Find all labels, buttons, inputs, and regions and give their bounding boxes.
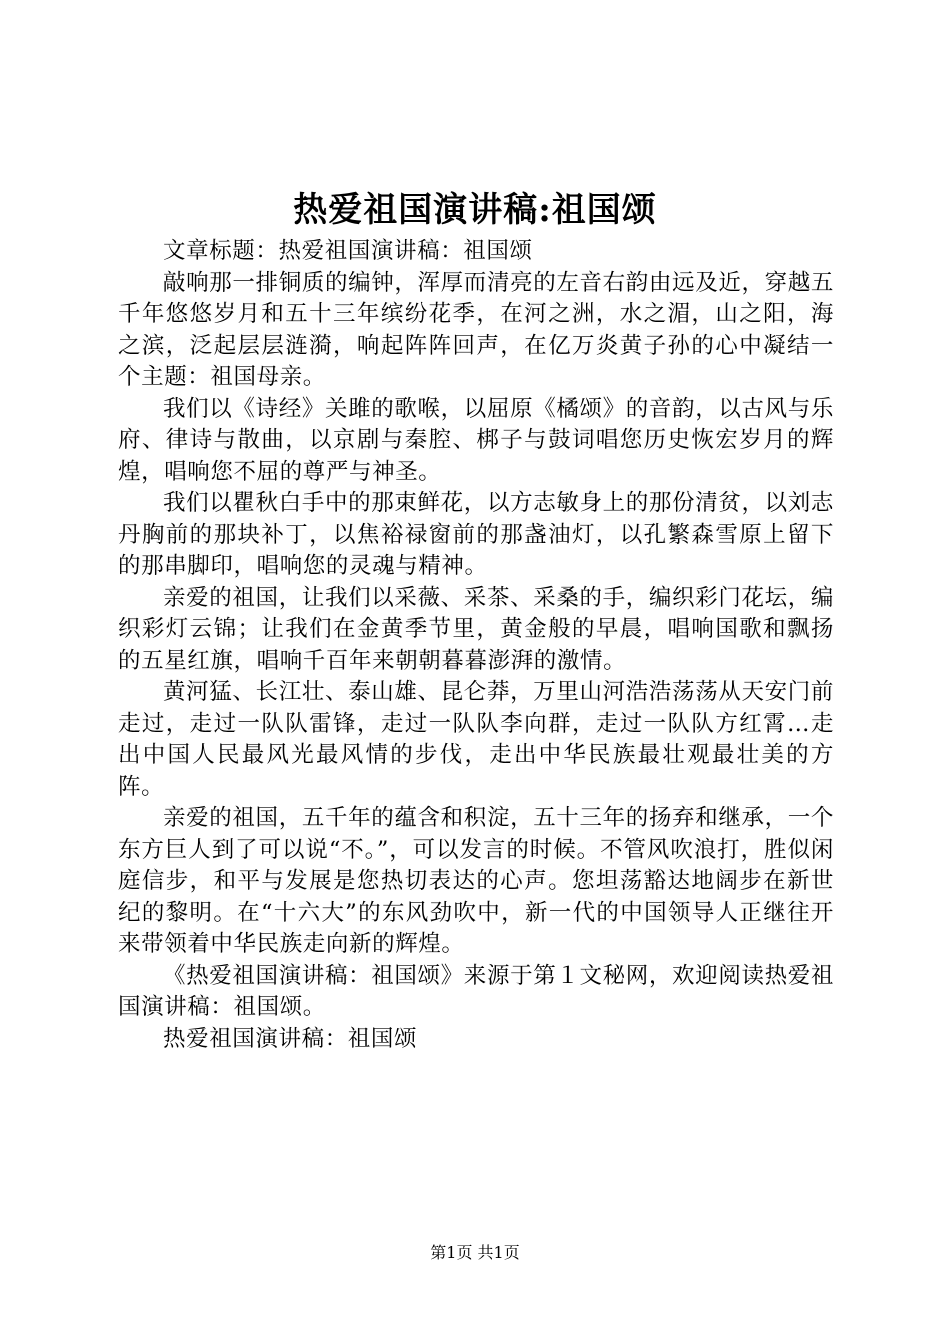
page-footer: 第1页 共1页 [430, 1243, 520, 1262]
paragraph-article-title: 文章标题：热爱祖国演讲稿：祖国颂 [163, 238, 533, 264]
paragraph-source-note: 《热爱祖国演讲稿：祖国颂》来源于第１文秘网，欢迎阅读热爱祖国演讲稿：祖国颂。 [118, 962, 834, 1020]
paragraph-3: 我们以瞿秋白手中的那束鲜花，以方志敏身上的那份清贫，以刘志丹胸前的那块补丁，以焦裕禄窗前的那盏油灯，以孔繁森雪原上留下的那串脚印，唱响您的灵魂与精神。 [118, 490, 834, 579]
document-body [118, 236, 834, 1055]
closing-line: 热爱祖国演讲稿：祖国颂 [163, 1025, 418, 1052]
paragraph-5: 黄河猛、长江壮、泰山雄、昆仑莽，万里山河浩浩荡荡从天安门前走过，走过一队队雷锋，走过一队队李向群，走过一队队方红霄…走出中国人民最风光最风情的步伐，走出中华民族最壮观最壮美的方阵。 [118, 679, 834, 800]
paragraph-1: 敲响那一排铜质的编钟，浑厚而清亮的左音右韵由远及近，穿越五千年悠悠岁月和五十三年缤纷花季，在河之洲，水之湄，山之阳，海之滨，泛起层层涟漪，响起阵阵回声，在亿万炎黄子孙的心中凝结一个主题：祖国母亲。 [118, 269, 834, 390]
paragraph-6: 亲爱的祖国，五千年的蕴含和积淀，五十三年的扬弃和继承，一个东方巨人到了可以说“不。”，可以发言的时候。不管风吹浪打，胜似闲庭信步，和平与发展是您热切表达的心声。您坦荡豁达地阔步在新世纪的黎明。在“十六大”的东风劲吹中，新一代的中国领导人正继往开来带领着中华民族走向新的辉煌。 [118, 805, 834, 957]
paragraph-4: 亲爱的祖国，让我们以采薇、采茶、采桑的手，编织彩门花坛，编织彩灯云锦；让我们在金黄季节里，黄金般的早晨，唱响国歌和飘扬的五星红旗，唱响千百年来朝朝暮暮澎湃的激情。 [118, 584, 834, 674]
paragraph-2: 我们以《诗经》关雎的歌喉，以屈原《橘颂》的音韵，以古风与乐府、律诗与散曲，以京剧与秦腔、梆子与鼓词唱您历史恢宏岁月的辉煌，唱响您不屈的尊严与神圣。 [118, 395, 834, 485]
document-title: 热爱祖国演讲稿:祖国颂 [293, 190, 657, 230]
